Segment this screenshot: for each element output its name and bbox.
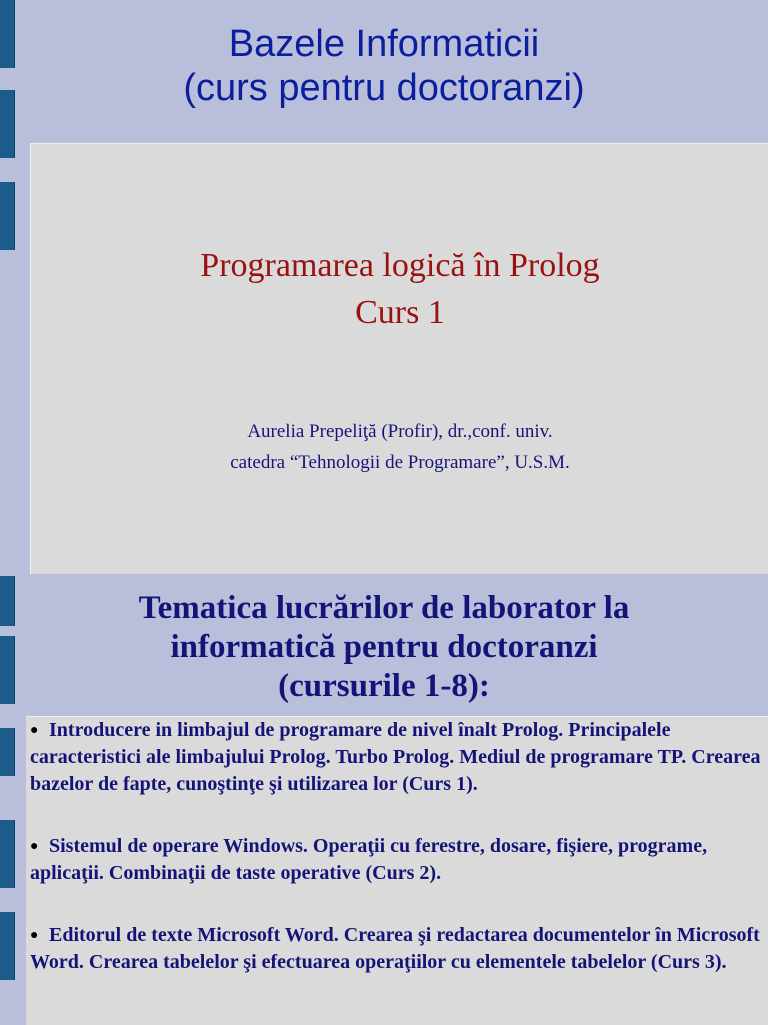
slide1-title-line: Bazele Informaticii bbox=[228, 23, 540, 65]
author-name: Aurelia Prepeliţă (Profir), dr.,conf. univ. bbox=[247, 421, 553, 442]
list-item bbox=[30, 922, 766, 976]
list-item bbox=[30, 833, 766, 887]
list-item-text: Sistemul de operare Windows. Operaţii cu ferestre, dosare, fişiere, programe, aplicaţii. Combinaţii de taste operative (Curs 2). bbox=[30, 835, 708, 884]
lab-topics-list bbox=[30, 717, 766, 1011]
slide2-title-line: (cursurile 1-8): bbox=[278, 668, 490, 704]
slide1-subtitle bbox=[31, 242, 768, 336]
decorative-bar bbox=[0, 728, 15, 776]
bullet-icon: ● bbox=[30, 928, 39, 943]
slide1-subtitle-line: Programarea logică în Prolog bbox=[200, 247, 600, 284]
list-item bbox=[30, 717, 766, 798]
decorative-bar bbox=[0, 912, 15, 980]
list-item-text: Introducere in limbajul de programare de nivel înalt Prolog. Principalele caracteristici ale limbajului Prolog. Turbo Prolog. Mediul de programare TP. Crearea bazelor de fapte, cunoştinţe şi utilizarea lor (Curs 1). bbox=[30, 719, 761, 795]
list-item-text: Editorul de texte Microsoft Word. Crearea şi redactarea documentelor în Microsoft Word. Crearea tabelelor şi efectuarea operaţiilor cu elementele tabelelor (Curs 3). bbox=[30, 924, 760, 973]
author-department: catedra “Tehnologii de Programare”, U.S.M. bbox=[230, 452, 570, 473]
slide2-title bbox=[0, 589, 768, 706]
slide1-content-panel bbox=[30, 143, 768, 574]
decorative-bar bbox=[0, 820, 15, 888]
slide1-title bbox=[0, 22, 768, 110]
bullet-icon: ● bbox=[30, 723, 39, 738]
slide2-title-line: informatică pentru doctoranzi bbox=[170, 629, 598, 665]
slide1-author bbox=[31, 416, 768, 478]
slide2-content-panel bbox=[26, 716, 768, 1025]
slide2-title-line: Tematica lucrărilor de laborator la bbox=[138, 590, 630, 626]
bullet-icon: ● bbox=[30, 839, 39, 854]
slide1-subtitle-line: Curs 1 bbox=[355, 294, 445, 331]
slide1-title-line: (curs pentru doctoranzi) bbox=[183, 67, 585, 109]
decorative-bar bbox=[0, 182, 15, 250]
